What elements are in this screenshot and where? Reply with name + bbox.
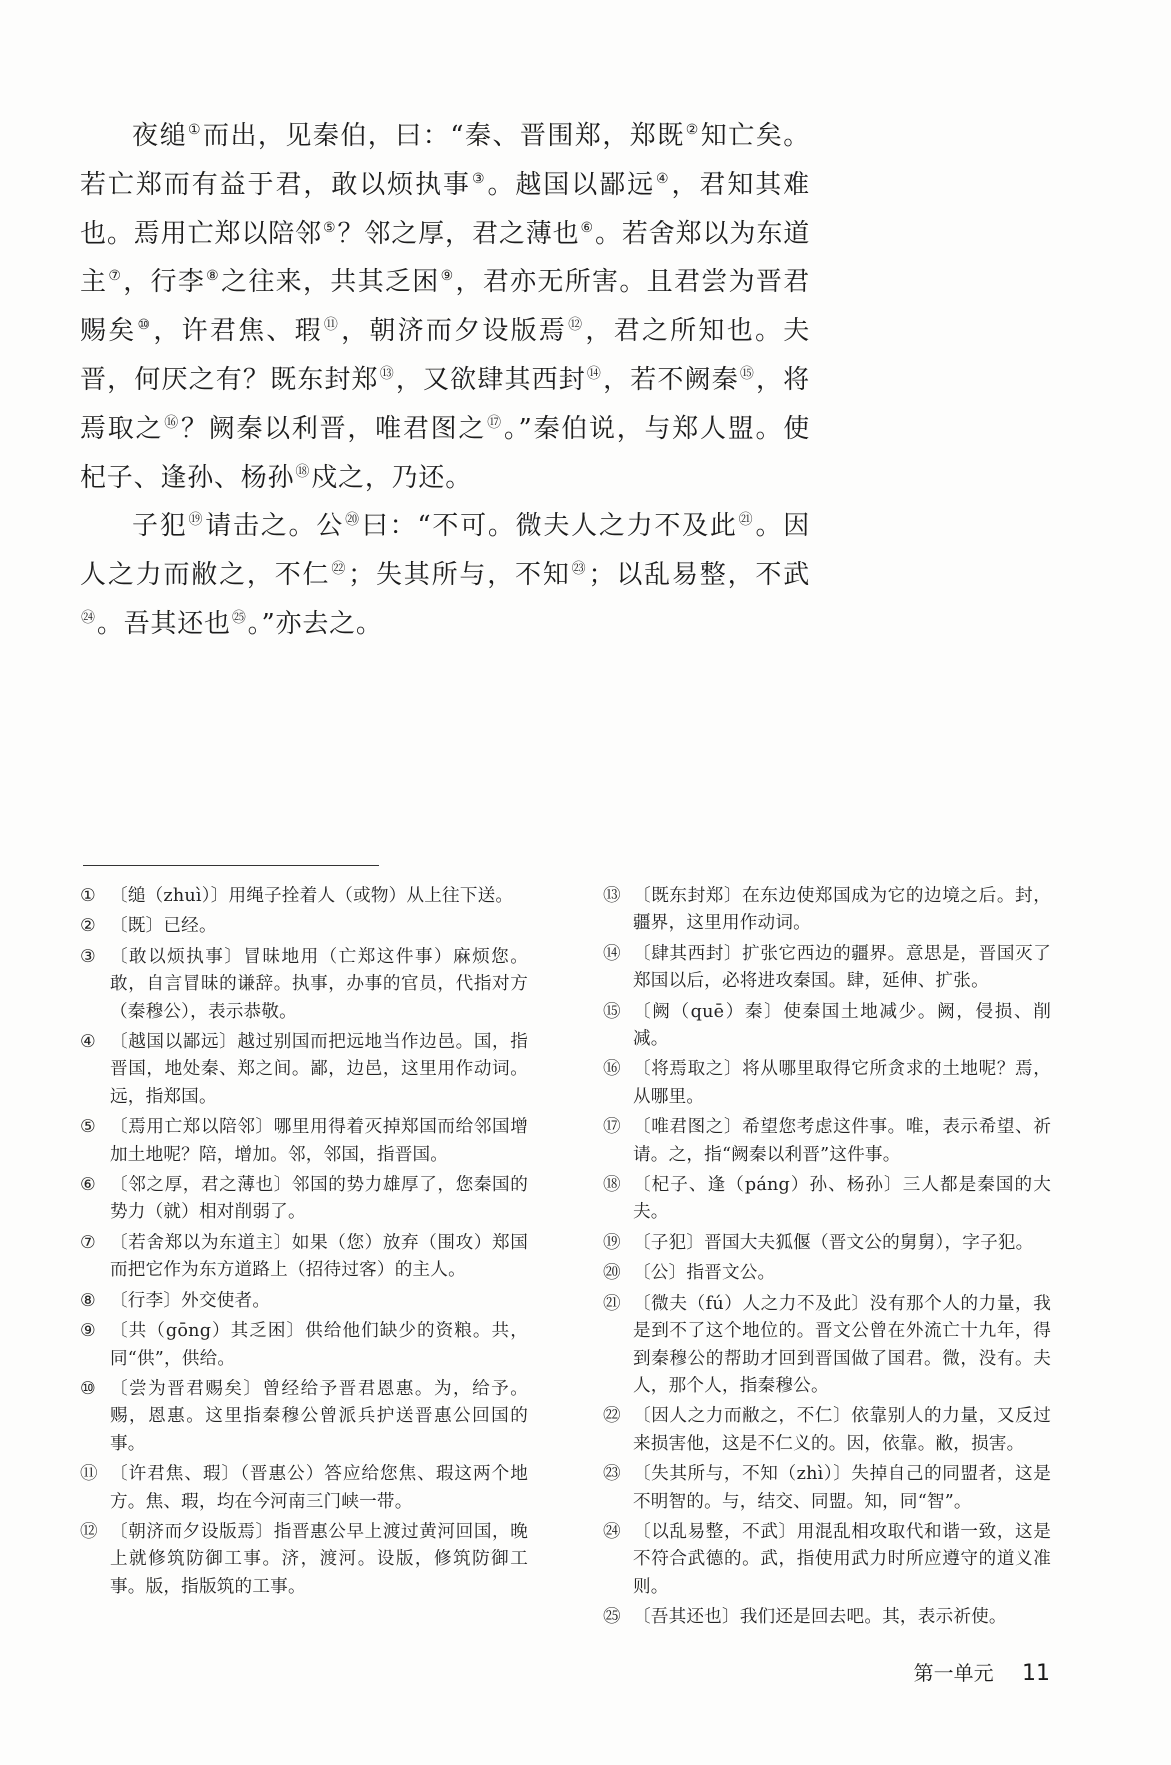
footnote-number: ⑰: [603, 1117, 621, 1138]
page-number: 11: [1022, 1661, 1050, 1686]
footnote-item: [603, 999, 1051, 1054]
footnote-item: [603, 941, 1051, 996]
footnote-number: ⑦: [80, 1232, 96, 1253]
footnote-item: [603, 1260, 1051, 1287]
footnote-number: ㉓: [603, 1464, 621, 1485]
footnote-number: ㉔: [603, 1521, 621, 1542]
footnote-marker: ㉕: [231, 609, 247, 626]
paragraph-1: [80, 112, 810, 502]
footnote-marker: ㉑: [738, 512, 755, 529]
footnote-number: ⑩: [80, 1378, 96, 1399]
footnote-number: ②: [80, 916, 96, 937]
footnote-marker: ⑥: [580, 219, 594, 236]
footnote-number: ①: [80, 886, 96, 906]
footnote-number: ⑱: [603, 1175, 621, 1196]
text-run: 。若舍郑以为东道主: [80, 218, 811, 298]
footnote-item: [80, 883, 528, 910]
footnote-text: 〔若舍郑以为东道主〕如果（您）放弃（围攻）郑国而把它作为东方道路上（招待过客）的主人。: [110, 1232, 528, 1281]
footnote-marker: ⑭: [586, 365, 603, 382]
text-run: 戍之，乃还。: [311, 462, 473, 493]
footnote-number: ⑲: [603, 1232, 621, 1253]
text-run: ，君亦无所害。且君尝为晋君赐矣: [80, 267, 811, 347]
footnote-marker: ⑬: [379, 365, 395, 382]
footnote-number: ⑯: [603, 1059, 621, 1080]
footnote-text: 〔因人之力而敝之，不仁〕依靠别人的力量，又反过来损害他，这是不仁义的。因，依靠。敝，损害。: [633, 1406, 1051, 1454]
text-run: ，又欲肆其西封: [395, 364, 586, 395]
footnote-item: [603, 1519, 1051, 1601]
text-run: 夜缒: [132, 121, 187, 151]
footnote-text: 〔微夫（fú）人之力不及此〕没有那个人的力量，我是到不了这个地位的。晋文公曾在外流亡十九年，得到秦穆公的帮助才回到晋国做了国君。微，没有。夫人，那个人，指秦穆公。: [633, 1293, 1051, 1396]
text-run: ，君知其难也。焉用亡郑以陪邻: [80, 169, 810, 249]
footnote-marker: ③: [471, 170, 487, 187]
footnote-text: 〔许君焦、瑕〕（晋惠公）答应给您焦、瑕这两个地方。焦、瑕，均在今河南三门峡一带。: [110, 1464, 528, 1512]
footnote-item: [603, 1056, 1051, 1111]
footnote-item: [80, 1519, 528, 1601]
footnote-number: ⑧: [80, 1290, 96, 1311]
footnote-text: 〔越国以鄙远〕越过别国而把远地当作边邑。国，指晋国，地处秦、郑之间。鄙，边邑，这里用作动词。远，指郑国。: [110, 1032, 528, 1107]
footnote-item: [80, 1230, 528, 1285]
footnote-item: [80, 1172, 528, 1227]
footnote-text: 〔阙（quē）秦〕使秦国土地减少。阙，侵损、削减。: [633, 1001, 1051, 1050]
text-run: ，将焉取之: [80, 364, 810, 444]
unit-label: 第一单元: [913, 1661, 994, 1685]
footnote-number: ⑨: [80, 1321, 96, 1342]
footnote-marker: ㉒: [331, 561, 348, 578]
footnote-text: 〔既东封郑〕在东边使郑国成为它的边境之后。封，疆界，这里用作动词。: [633, 886, 1051, 934]
footnote-number: ⑥: [80, 1175, 96, 1196]
footnote-text: 〔杞子、逢（páng）孙、杨孙〕三人都是秦国的大夫。: [633, 1175, 1051, 1223]
text-run: ？阙秦以利晋，唯君图之: [180, 413, 487, 444]
notes-right-column: [603, 883, 1051, 1635]
footnote-marker: ⑱: [295, 463, 311, 480]
text-run: 知亡矣。若亡郑而有益于君，敢以烦执事: [80, 121, 810, 200]
footnote-marker: ⑫: [568, 317, 585, 334]
footnote-text: 〔吾其还也〕我们还是回去吧。其，表示祈使。: [633, 1607, 1007, 1628]
footnote-item: [80, 944, 528, 1026]
footnote-text: 〔失其所与，不知（zhì）〕失掉自己的同盟者，这是不明智的。与，结交、同盟。知，同“智”。: [633, 1464, 1051, 1512]
text-run: 。”亦去之。: [247, 608, 383, 639]
paragraph-2: [80, 502, 810, 648]
footnote-text: 〔缒（zhuì）〕用绳子拴着人（或物）从上往下送。: [110, 886, 514, 906]
footnote-item: [603, 1291, 1051, 1401]
page-footer: [914, 1657, 1050, 1686]
footnote-marker: ⑨: [440, 268, 455, 285]
footnote-marker: ⑤: [323, 219, 337, 236]
footnote-number: ⑤: [80, 1117, 96, 1138]
footnote-item: [80, 1461, 528, 1516]
footnote-item: [80, 1029, 528, 1111]
footnote-text: 〔行李〕外交使者。: [110, 1290, 271, 1311]
footnote-text: 〔将焉取之〕将从哪里取得它所贪求的土地呢？焉，从哪里。: [633, 1059, 1051, 1107]
footnote-marker: ㉓: [571, 561, 588, 578]
footnote-item: [603, 1403, 1051, 1458]
footnote-number: ㉒: [603, 1406, 621, 1427]
footnote-number: ⑮: [603, 1001, 621, 1022]
main-text: [80, 112, 810, 649]
footnote-text: 〔以乱易整，不武〕用混乱相攻取代和谐一致，这是不符合武德的。武，指使用武力时所应遵守的道义准则。: [633, 1521, 1051, 1597]
footnote-number: ④: [80, 1032, 96, 1053]
notes-left-column: [80, 883, 528, 1604]
text-run: ，朝济而夕设版焉: [341, 316, 568, 347]
footnote-item: [80, 1114, 528, 1169]
text-run: ；以乱易整，不武: [588, 560, 810, 591]
footnote-text: 〔邻之厚，君之薄也〕邻国的势力雄厚了，您秦国的势力（就）相对削弱了。: [110, 1175, 528, 1223]
footnote-marker: ⑲: [188, 512, 205, 529]
footnote-item: [80, 1318, 528, 1373]
text-run: ，行李: [123, 267, 206, 298]
footnote-item: [80, 913, 528, 940]
footnote-marker: ①: [187, 122, 202, 138]
footnote-item: [603, 883, 1051, 938]
text-run: 之往来，共其乏困: [221, 267, 440, 298]
footnote-marker: ⑯: [164, 414, 180, 431]
text-run: ；失其所与，不知: [348, 560, 571, 591]
footnote-number: ⑪: [80, 1464, 98, 1485]
footnote-text: 〔尝为晋君赐矣〕曾经给予晋君恩惠。为，给予。赐，恩惠。这里指秦穆公曾派兵护送晋惠公回国的事。: [110, 1378, 528, 1454]
footnote-number: ㉑: [603, 1293, 621, 1314]
footnote-item: [603, 1230, 1051, 1257]
footnote-item: [80, 1288, 528, 1315]
footnote-item: [80, 1376, 528, 1458]
text-run: 而出，见秦伯，曰：“秦、晋围郑，郑既: [202, 121, 685, 151]
text-run: 曰：“不可。微夫人之力不及此: [361, 511, 738, 542]
footnote-number: ③: [80, 946, 96, 967]
footnote-item: [603, 1461, 1051, 1516]
text-run: 。吾其还也: [96, 608, 231, 639]
footnote-text: 〔唯君图之〕希望您考虑这件事。唯，表示希望、祈请。之，指“阙秦以利晋”这件事。: [633, 1117, 1051, 1165]
footnote-marker: ②: [685, 122, 700, 138]
footnote-text: 〔公〕指晋文公。: [633, 1263, 776, 1284]
footnote-item: [603, 1604, 1051, 1631]
footnote-marker: ⑮: [739, 365, 755, 382]
footnote-text: 〔朝济而夕设版焉〕指晋惠公早上渡过黄河回国，晚上就修筑防御工事。济，渡河。设版，修筑防御工事。版，指版筑的工事。: [110, 1521, 528, 1597]
text-run: 请击之。公: [205, 511, 345, 542]
footnote-marker: ⑧: [206, 268, 221, 285]
text-run: ？邻之厚，君之薄也: [337, 218, 580, 249]
text-run: ，许君焦、瑕: [153, 316, 323, 347]
footnote-text: 〔子犯〕晋国大夫狐偃（晋文公的舅舅），字子犯。: [633, 1232, 1034, 1253]
footnote-number: ⑳: [603, 1263, 621, 1284]
text-run: ，君之所知也。夫晋，何厌之有？既东封郑: [80, 316, 810, 395]
footnote-text: 〔焉用亡郑以陪邻〕哪里用得着灭掉郑国而给邻国增加土地呢？陪，增加。邻，邻国，指晋国。: [110, 1117, 528, 1165]
footnote-marker: ⑦: [108, 268, 123, 285]
footnote-number: ⑬: [603, 886, 621, 906]
footnote-text: 〔共（gōng）其乏困〕供给他们缺少的资粮。共，同“供”，供给。: [110, 1321, 528, 1369]
text-run: 子犯: [132, 511, 188, 542]
text-run: 。”秦伯说，与郑人盟。使杞子、逢孙、杨孙: [80, 413, 810, 493]
footnote-marker: ㉔: [81, 609, 96, 626]
footnote-text: 〔肆其西封〕扩张它西边的疆界。意思是，晋国灭了郑国以后，必将进攻秦国。肆，延伸、扩张。: [633, 943, 1051, 992]
footnote-marker: ⑩: [137, 317, 153, 334]
footnote-text: 〔既〕已经。: [110, 916, 217, 937]
footnote-item: [603, 1114, 1051, 1169]
text-run: ，若不阙秦: [603, 364, 739, 395]
footnote-marker: ⑪: [323, 317, 341, 334]
text-run: 。因人之力而敝之，不仁: [80, 511, 810, 591]
footnote-divider: [83, 865, 379, 866]
footnote-marker: ④: [656, 170, 671, 187]
text-run: 。越国以鄙远: [487, 169, 655, 200]
footnote-item: [603, 1172, 1051, 1227]
footnote-number: ㉕: [603, 1607, 621, 1628]
footnote-number: ⑫: [80, 1521, 98, 1542]
footnote-number: ⑭: [603, 943, 621, 964]
footnote-text: 〔敢以烦执事〕冒昧地用（亡郑这件事）麻烦您。敢，自言冒昧的谦辞。执事，办事的官员，代指对方（秦穆公），表示恭敬。: [110, 946, 528, 1022]
footnote-marker: ⑰: [487, 414, 503, 431]
footnote-marker: ⑳: [345, 512, 361, 529]
